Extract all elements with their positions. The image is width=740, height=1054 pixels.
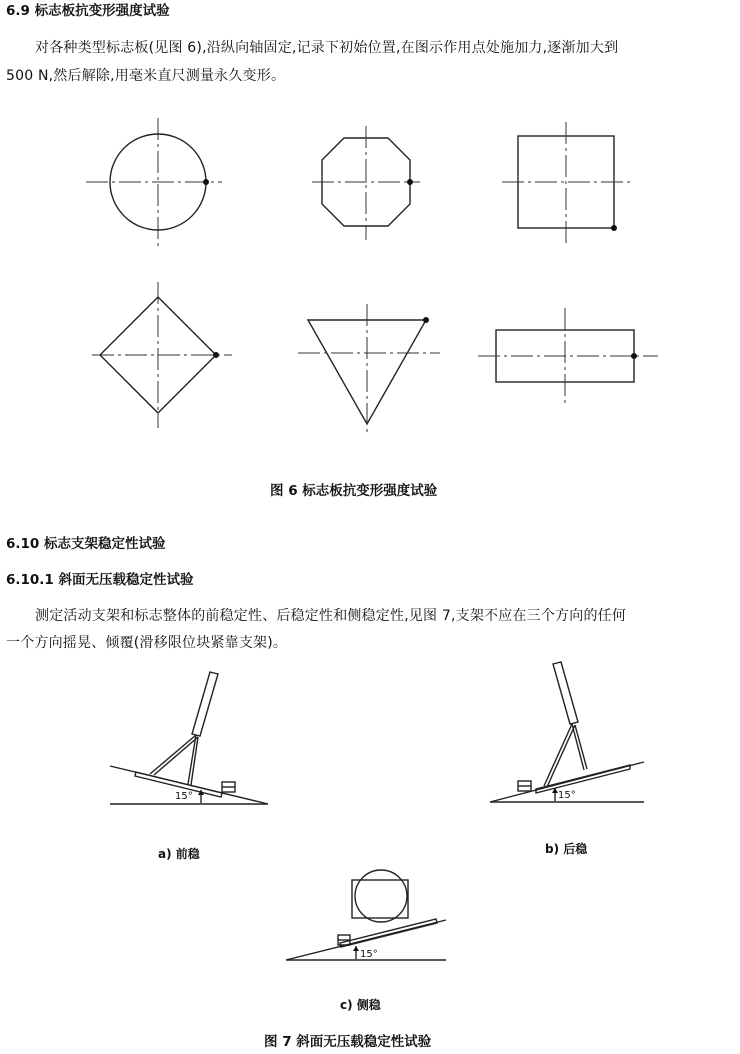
section-6-9-paragraph-line1: 对各种类型标志板(见图 6),沿纵向轴固定,记录下初始位置,在图示作用点处施加力,逐渐加大到: [35, 40, 619, 56]
figure-7a-label: a) 前稳: [158, 847, 200, 861]
figure-7a-angle-label: 15°: [175, 791, 193, 802]
side-stability-diagram: [286, 870, 446, 960]
section-6-9-title: 6.9 标志板抗变形强度试验: [6, 3, 170, 19]
figure-7b-label: b) 后稳: [545, 842, 588, 856]
section-6-9-paragraph-line2: 500 N,然后解除,用毫米直尺测量永久变形。: [6, 68, 286, 84]
rear-stability-diagram: [490, 662, 644, 802]
figure-7b-angle-label: 15°: [558, 790, 576, 801]
figure-6-caption: 图 6 标志板抗变形强度试验: [270, 483, 438, 499]
figure-7c-angle-label: 15°: [360, 949, 378, 960]
section-6-10-1-paragraph-line2: 一个方向摇晃、倾覆(滑移限位块紧靠支架)。: [6, 635, 288, 651]
section-6-10-1-title: 6.10.1 斜面无压载稳定性试验: [6, 572, 194, 588]
figure-7-caption: 图 7 斜面无压载稳定性试验: [264, 1034, 432, 1050]
section-6-10-title: 6.10 标志支架稳定性试验: [6, 536, 166, 552]
section-6-10-1-paragraph-line1: 测定活动支架和标志整体的前稳定性、后稳定性和侧稳定性,见图 7,支架不应在三个方向的任何: [35, 608, 627, 624]
figure-7c-label: c) 侧稳: [340, 998, 381, 1012]
front-stability-diagram: [110, 672, 268, 804]
